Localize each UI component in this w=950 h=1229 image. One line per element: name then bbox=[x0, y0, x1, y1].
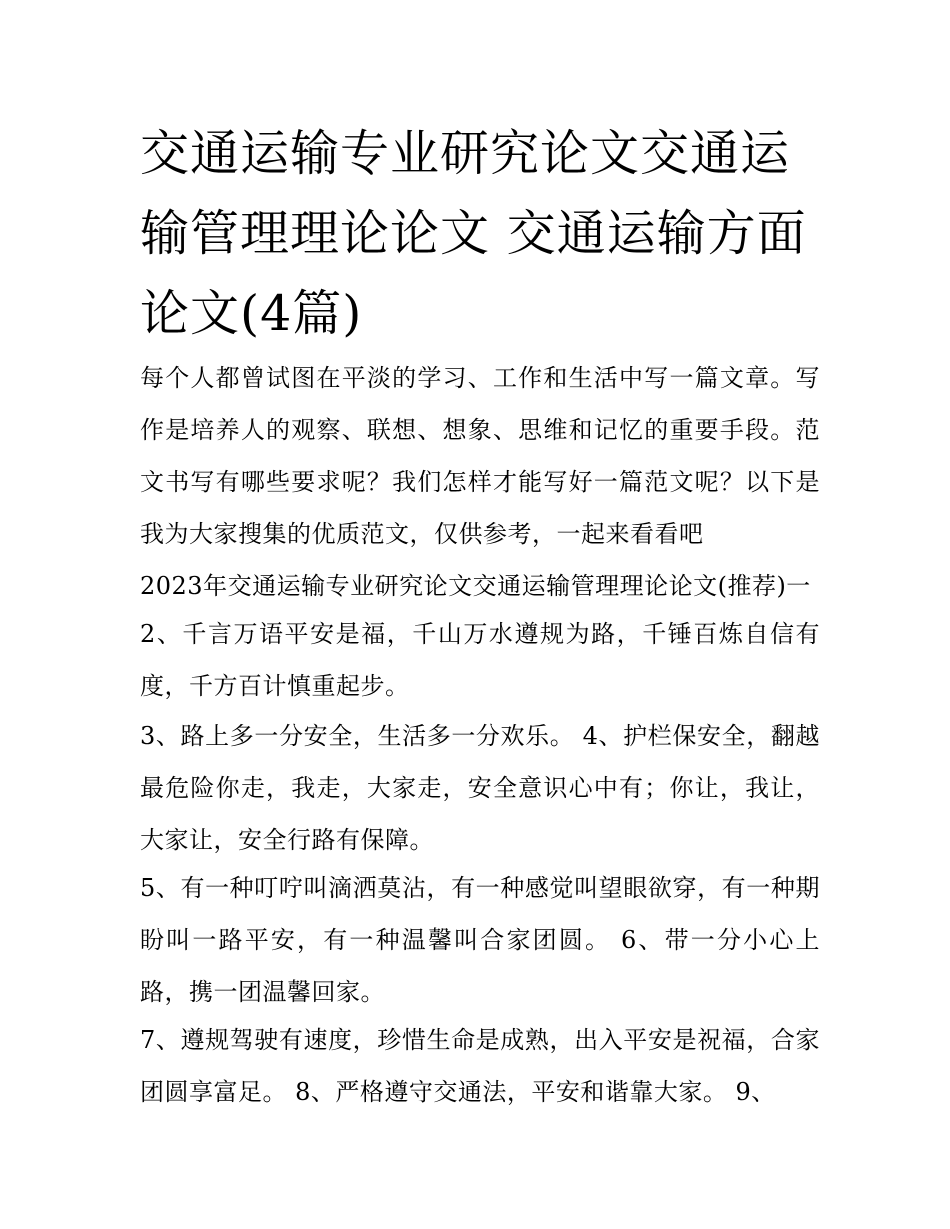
slogan-paragraph-7: 7、遵规驾驶有速度，珍惜生命是成熟，出入平安是祝福，合家团圆享富足。 8、严格遵守交通法，平安和谐靠大家。 9、 bbox=[140, 1026, 820, 1106]
slogan-paragraph-2: 2、千言万语平安是福，千山万水遵规为路，千锤百炼自信有度，千方百计慎重起步。 bbox=[140, 620, 820, 700]
intro-paragraph: 每个人都曾试图在平淡的学习、工作和生活中写一篇文章。写作是培养人的观察、联想、想象、思维和记忆的重要手段。范文书写有哪些要求呢？我们怎样才能写好一篇范文呢？以下是我为大家搜集的优质范文，仅供参考，一起来看看吧 bbox=[140, 364, 820, 548]
document-title: 交通运输专业研究论文交通运输管理理论论文 交通运输方面论文(4篇) bbox=[140, 125, 807, 342]
slogan-paragraph-5: 5、有一种叮咛叫滴洒莫沾，有一种感觉叫望眼欲穿，有一种期盼叫一路平安，有一种温馨叫合家团圆。 6、带一分小心上路，携一团温馨回家。 bbox=[140, 874, 820, 1006]
subheading-line: 2023年交通运输专业研究论文交通运输管理理论论文(推荐)一 bbox=[140, 572, 811, 600]
slogan-paragraph-3: 3、路上多一分安全，生活多一分欢乐。 4、护栏保安全，翻越最危险你走，我走，大家走，安全意识心中有；你让，我让，大家让，安全行路有保障。 bbox=[140, 722, 820, 854]
